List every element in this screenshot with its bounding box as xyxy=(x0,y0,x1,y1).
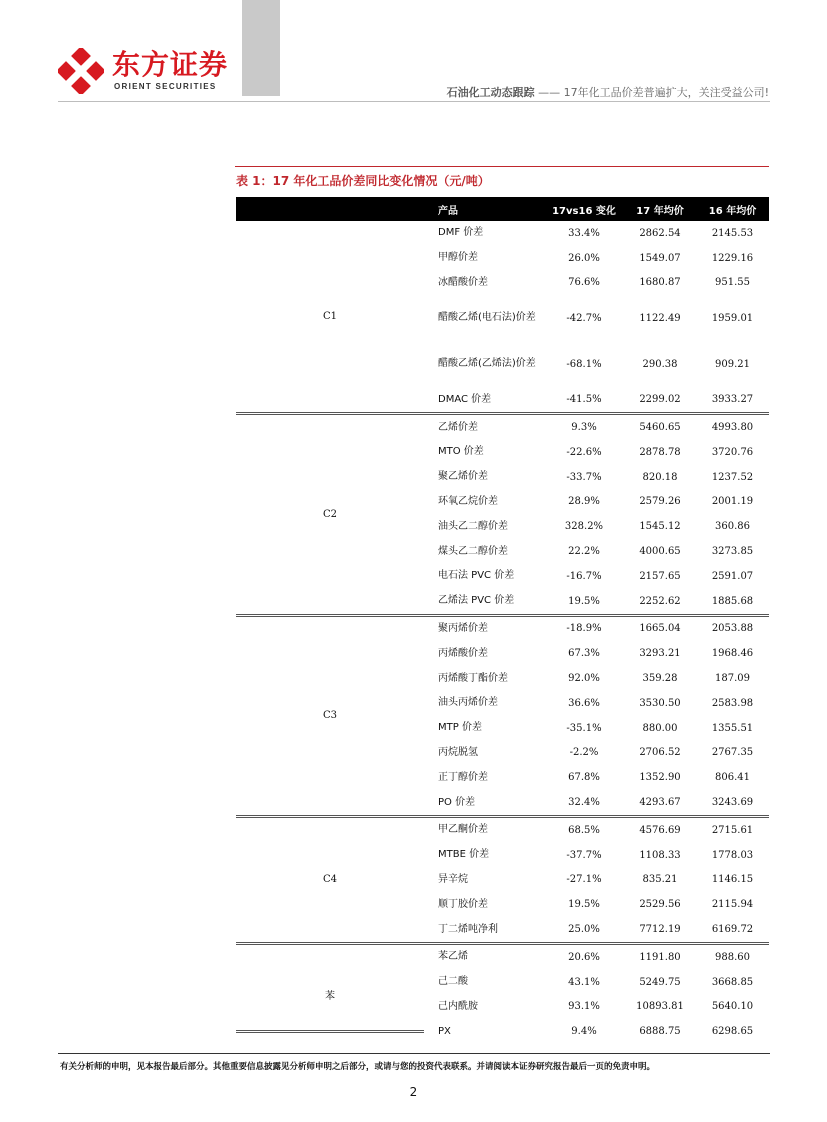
price-17: 2878.78 xyxy=(639,446,681,458)
price-16: 5640.10 xyxy=(711,1001,754,1013)
price-17: 2157.65 xyxy=(639,570,681,582)
product-name: 正丁醇价差 xyxy=(438,771,488,783)
price-17: 10893.81 xyxy=(636,1001,684,1013)
price-16: 2767.35 xyxy=(711,747,754,759)
price-16: 6298.65 xyxy=(711,1026,754,1038)
change-value: 32.4% xyxy=(568,797,600,809)
product-name: PX xyxy=(438,1025,451,1037)
price-16: 909.21 xyxy=(715,358,750,370)
report-title: 17年化工品价差普遍扩大，关注受益公司! xyxy=(563,86,769,99)
product-name: 丙烷脱氢 xyxy=(438,746,478,758)
price-16: 3720.76 xyxy=(711,446,754,458)
product-name: 己二酸 xyxy=(438,976,468,988)
change-value: 67.3% xyxy=(568,648,600,660)
price-17: 2252.62 xyxy=(639,595,681,607)
group-label: C3 xyxy=(236,615,424,816)
product-name: 顺丁胶价差 xyxy=(438,898,488,910)
group-label: C2 xyxy=(236,414,424,615)
price-17: 880.00 xyxy=(642,722,678,734)
table-row xyxy=(236,414,769,440)
product-name: PO 价差 xyxy=(438,796,476,808)
product-name: DMAC 价差 xyxy=(438,393,492,405)
product-name: 醋酸乙烯(乙烯法)价差 xyxy=(438,358,536,370)
price-17: 820.18 xyxy=(642,471,678,483)
price-17: 5249.75 xyxy=(639,976,681,988)
product-name: 聚丙烯价差 xyxy=(424,615,544,641)
price-16: 1237.52 xyxy=(711,471,754,483)
change-value: 92.0% xyxy=(568,673,600,685)
product-name: 冰醋酸价差 xyxy=(438,276,488,288)
product-name: 异辛烷 xyxy=(438,873,468,885)
group-label: C1 xyxy=(322,311,337,323)
header-group-cell xyxy=(236,197,424,221)
price-16: 2053.88 xyxy=(696,615,769,641)
change-value: 9.3% xyxy=(544,414,624,440)
product-name: 乙烯价差 xyxy=(424,414,544,440)
page-number: 2 xyxy=(409,1085,418,1099)
change-value: -2.2% xyxy=(569,747,599,759)
product-name: 油头丙烯价差 xyxy=(438,697,498,709)
price-17: 1545.12 xyxy=(639,521,681,533)
price-17: 359.28 xyxy=(642,673,678,685)
price-17: 835.21 xyxy=(642,874,678,886)
change-value: 68.5% xyxy=(544,816,624,842)
price-17: 7712.19 xyxy=(639,924,681,936)
price-16: 4993.80 xyxy=(696,414,769,440)
product-name: 甲乙酮价差 xyxy=(424,816,544,842)
price-17: 2529.56 xyxy=(639,899,681,911)
table-title-rule xyxy=(235,166,769,167)
change-value: -37.7% xyxy=(566,849,602,861)
product-name: MTO 价差 xyxy=(438,446,484,458)
price-17: 4293.67 xyxy=(639,797,681,809)
table-row xyxy=(236,615,769,641)
change-value: 33.4% xyxy=(568,227,600,239)
logo-mark-icon xyxy=(58,48,104,94)
price-16: 2145.53 xyxy=(711,227,754,239)
price-17: 1665.04 xyxy=(624,615,696,641)
table-bottom-rule xyxy=(236,1030,424,1033)
change-value: 9.4% xyxy=(571,1026,597,1038)
product-name: 丙烯酸价差 xyxy=(438,647,488,659)
price-16: 2583.98 xyxy=(711,697,754,709)
header-price-16: 16 年均价 xyxy=(696,197,769,221)
price-17: 290.38 xyxy=(642,358,678,370)
report-series: 石油化工动态跟踪 xyxy=(446,86,535,99)
price-16: 1355.51 xyxy=(711,722,754,734)
price-17: 2579.26 xyxy=(639,496,681,508)
price-16: 3273.85 xyxy=(711,546,754,558)
price-16: 988.60 xyxy=(696,943,769,969)
price-16: 2115.94 xyxy=(711,899,754,911)
product-name: 电石法 PVC 价差 xyxy=(438,570,515,582)
price-17: 5460.65 xyxy=(624,414,696,440)
logo-english-name: ORIENT SECURITIES xyxy=(114,82,217,91)
price-16: 360.86 xyxy=(715,521,750,533)
change-value: 19.5% xyxy=(568,899,600,911)
change-value: 19.5% xyxy=(568,595,600,607)
price-17: 2862.54 xyxy=(639,227,681,239)
price-16: 1146.15 xyxy=(711,874,754,886)
product-name: 己内酰胺 xyxy=(438,1000,478,1012)
price-17: 1549.07 xyxy=(639,252,681,264)
price-17: 4000.65 xyxy=(639,546,681,558)
header-decor-bar xyxy=(242,0,280,96)
price-17: 2706.52 xyxy=(639,747,681,759)
change-value: 43.1% xyxy=(568,976,600,988)
product-name: 苯乙烯 xyxy=(424,943,544,969)
change-value: 67.8% xyxy=(568,772,600,784)
header-rule xyxy=(58,101,770,102)
product-name: 丁二烯吨净利 xyxy=(438,923,498,935)
product-name: 环氧乙烷价差 xyxy=(438,495,498,507)
change-value: -22.6% xyxy=(566,446,602,458)
company-logo xyxy=(58,48,228,94)
change-value: -16.7% xyxy=(566,570,602,582)
change-value: -41.5% xyxy=(566,394,602,406)
change-value: 20.6% xyxy=(544,943,624,969)
product-name: 聚乙烯价差 xyxy=(438,471,488,483)
price-16: 2001.19 xyxy=(711,496,754,508)
product-name: DMF 价差 xyxy=(438,227,484,239)
change-value: 28.9% xyxy=(568,496,600,508)
price-16: 187.09 xyxy=(715,673,750,685)
price-16: 1229.16 xyxy=(711,252,754,264)
disclaimer-text: 有关分析师的申明，见本报告最后部分。其他重要信息披露见分析师申明之后部分，或请与您的投资代表联系。并请阅读本证券研究报告最后一页的免责申明。 xyxy=(60,1062,656,1072)
price-16: 2715.61 xyxy=(696,816,769,842)
header-price-17: 17 年均价 xyxy=(624,197,696,221)
price-17: 2299.02 xyxy=(639,394,681,406)
group-label: C4 xyxy=(236,816,424,943)
price-17: 4576.69 xyxy=(624,816,696,842)
product-name: 煤头乙二醇价差 xyxy=(438,545,508,557)
product-name: 甲醇价差 xyxy=(438,252,478,264)
price-16: 6169.72 xyxy=(711,924,754,936)
price-16: 1885.68 xyxy=(711,595,754,607)
product-name: MTBE 价差 xyxy=(438,849,490,861)
price-spread-table xyxy=(236,197,769,1044)
price-16: 2591.07 xyxy=(711,570,754,582)
product-name: 醋酸乙烯(电石法)价差 xyxy=(438,312,536,324)
price-17: 6888.75 xyxy=(639,1026,681,1038)
report-header xyxy=(447,84,769,100)
header-product: 产品 xyxy=(424,197,544,221)
change-value: 36.6% xyxy=(568,697,600,709)
table-body xyxy=(236,221,769,1044)
footer-rule xyxy=(58,1053,770,1054)
price-16: 951.55 xyxy=(715,277,750,289)
price-16: 3668.85 xyxy=(711,976,754,988)
change-value: -18.9% xyxy=(544,615,624,641)
change-value: 22.2% xyxy=(568,546,600,558)
price-16: 1959.01 xyxy=(711,312,754,324)
table-row xyxy=(236,221,769,246)
table-header-row xyxy=(236,197,769,221)
change-value: 76.6% xyxy=(568,277,600,289)
table-title: 表 1：17 年化工品价差同比变化情况（元/吨） xyxy=(236,174,490,188)
change-value: -27.1% xyxy=(566,874,602,886)
price-17: 1191.80 xyxy=(624,943,696,969)
price-17: 1352.90 xyxy=(639,772,681,784)
product-name: 油头乙二醇价差 xyxy=(438,520,508,532)
price-17: 1108.33 xyxy=(639,849,681,861)
change-value: -33.7% xyxy=(566,471,602,483)
group-label: 苯 xyxy=(236,943,424,1044)
logo-chinese-name: 东方证券 xyxy=(112,48,229,81)
price-16: 3243.69 xyxy=(711,797,754,809)
change-value: -35.1% xyxy=(566,722,602,734)
change-value: 25.0% xyxy=(568,924,600,936)
price-17: 3530.50 xyxy=(639,697,681,709)
header-change: 17vs16 变化 xyxy=(544,197,624,221)
product-name: MTP 价差 xyxy=(438,722,482,734)
change-value: 328.2% xyxy=(564,521,604,533)
price-16: 1968.46 xyxy=(711,648,754,660)
header-dash: —— xyxy=(534,86,564,99)
table-row xyxy=(236,943,769,969)
price-16: 806.41 xyxy=(715,772,750,784)
table-row xyxy=(236,816,769,842)
price-17: 3293.21 xyxy=(639,648,681,660)
product-name: 乙烯法 PVC 价差 xyxy=(438,595,515,607)
price-16: 3933.27 xyxy=(711,394,754,406)
change-value: 26.0% xyxy=(568,252,600,264)
price-16: 1778.03 xyxy=(711,849,754,861)
price-17: 1122.49 xyxy=(639,312,681,324)
product-name: 丙烯酸丁酯价差 xyxy=(438,672,508,684)
change-value: 93.1% xyxy=(568,1001,600,1013)
change-value: -68.1% xyxy=(566,358,602,370)
change-value: -42.7% xyxy=(566,312,602,324)
price-17: 1680.87 xyxy=(639,277,681,289)
